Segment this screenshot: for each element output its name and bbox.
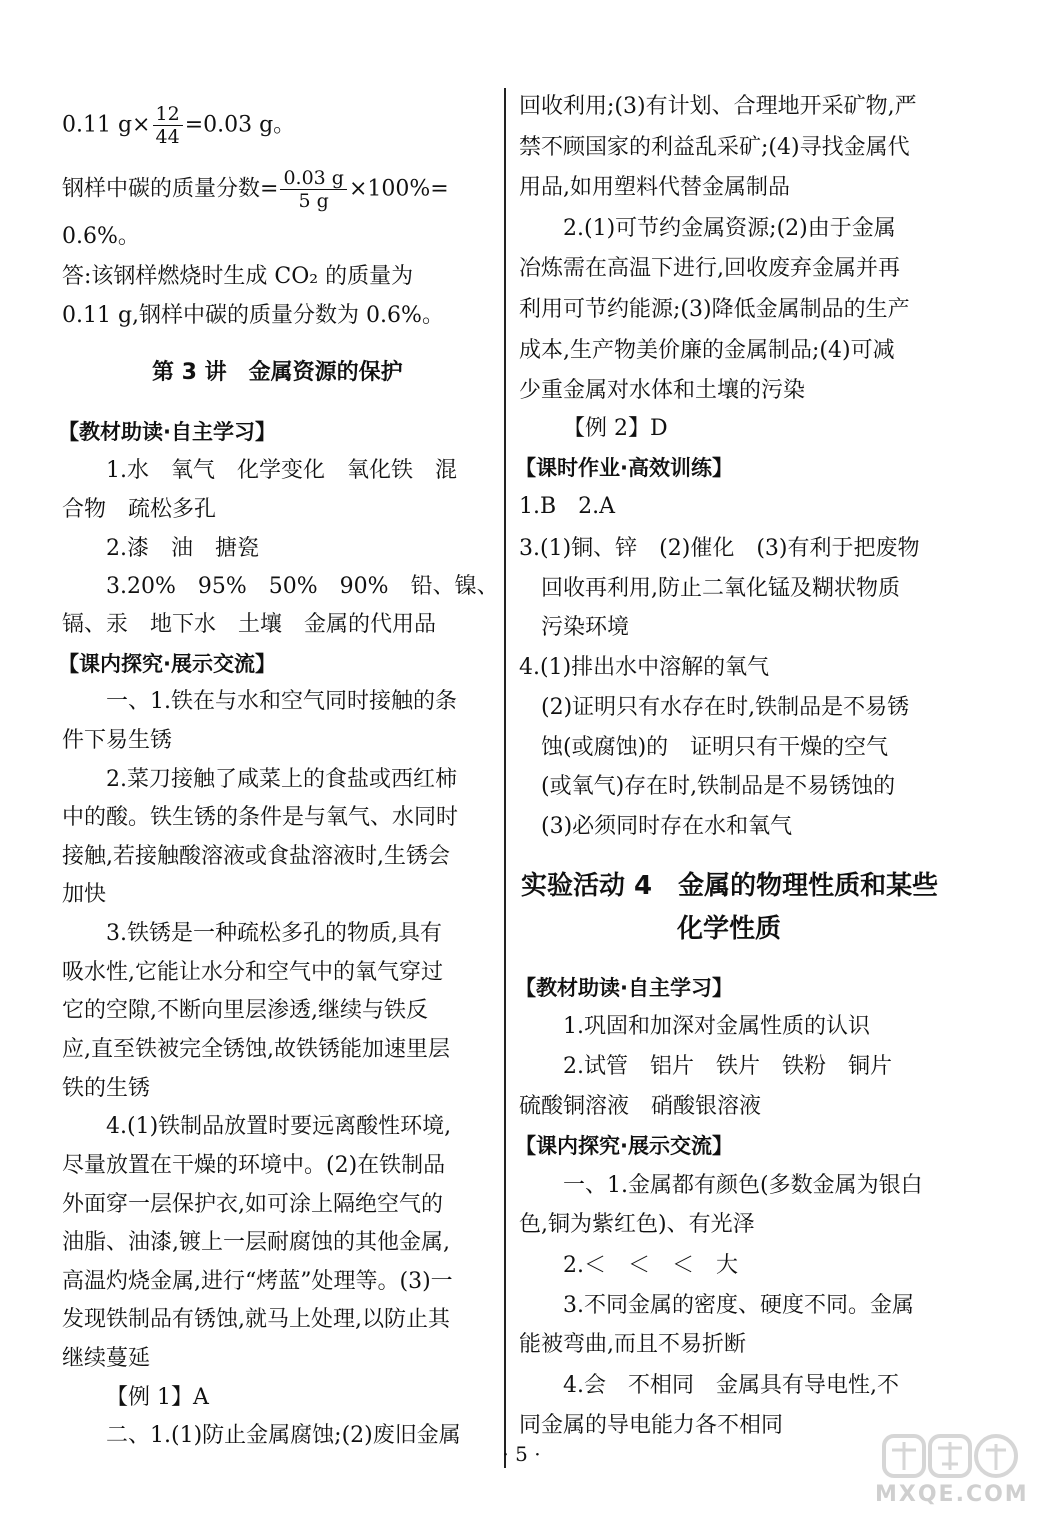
- text-line: 外面穿一层保护衣,如可涂上隔绝空气的: [62, 1192, 443, 1217]
- text-line: (2)证明只有水存在时,铁制品是不易锈: [541, 695, 910, 720]
- text-line: 色,铜为紫红色)、有光泽: [519, 1212, 755, 1237]
- fraction-12-44: [153, 103, 183, 148]
- result-line: 0.6%。: [62, 224, 140, 249]
- section-header-explore-2: 【课内探究·展示交流】: [515, 1134, 733, 1158]
- section-header-self-study: 【教材助读·自主学习】: [58, 420, 276, 444]
- fraction-numerator: 0.03 g: [280, 167, 347, 190]
- text-line: 尽量放置在干燥的环境中。(2)在铁制品: [62, 1153, 446, 1178]
- example-2-answer: 【例 2】D: [563, 416, 668, 441]
- fraction-denominator: 44: [155, 126, 180, 148]
- text-line: 2.试管 铝片 铁片 铁粉 铜片: [563, 1054, 892, 1079]
- text-line: 冶炼需在高温下进行,回收废弃金属并再: [519, 256, 900, 281]
- text-line: 合物 疏松多孔: [62, 497, 217, 522]
- watermark-logo-icon: [880, 1430, 1020, 1482]
- text-line: 应,直至铁被完全锈蚀,故铁锈能加速里层: [62, 1037, 450, 1062]
- text-line: 用品,如用塑料代替金属制品: [519, 175, 790, 200]
- text-line: 发现铁制品有锈蚀,就马上处理,以防止其: [62, 1307, 450, 1332]
- text-line: 禁不顾国家的利益乱采矿;(4)寻找金属代: [519, 135, 910, 160]
- text-line: 4.(1)铁制品放置时要远离酸性环境,: [106, 1114, 452, 1139]
- column-divider: [504, 88, 506, 1468]
- text-line: 1.巩固和加深对金属性质的认识: [563, 1014, 870, 1039]
- text-line: 2.菜刀接触了咸菜上的食盐或西红柿: [106, 767, 457, 792]
- section-header-homework: 【课时作业·高效训练】: [515, 456, 733, 480]
- text-line: 继续蔓延: [62, 1346, 151, 1371]
- section-header-self-study-2: 【教材助读·自主学习】: [515, 976, 733, 1000]
- calc-suffix: =0.03 g。: [184, 112, 296, 138]
- text-line: 件下易生锈: [62, 728, 173, 753]
- calc-line: [62, 103, 295, 148]
- text-line: (3)必须同时存在水和氧气: [541, 814, 793, 839]
- text-line: 1.水 氧气 化学变化 氧化铁 混: [106, 458, 457, 483]
- example-1-answer: 【例 1】A: [106, 1385, 209, 1410]
- ratio-label: 钢样中碳的质量分数=: [62, 176, 279, 202]
- text-line: 2.＜ ＜ ＜ 大: [563, 1253, 738, 1278]
- text-line: 污染环境: [541, 615, 630, 640]
- text-line: 成本,生产物美价廉的金属制品;(4)可减: [519, 338, 895, 363]
- text-line: 2.漆 油 搪瓷: [106, 536, 259, 561]
- watermark-text: MXQE.COM: [875, 1482, 1029, 1507]
- text-line: 接触,若接触酸溶液或食盐溶液时,生锈会: [62, 844, 450, 869]
- text-line: 中的酸。铁生锈的条件是与氧气、水同时: [62, 805, 459, 830]
- activity-title-line-2: 化学性质: [677, 914, 782, 944]
- activity-title-line-1: 实验活动 4 金属的物理性质和某些: [521, 871, 939, 901]
- text-line: 3.不同金属的密度、硬度不同。金属: [563, 1293, 914, 1318]
- fraction-denominator: 5 g: [298, 190, 329, 212]
- lecture-title: 第 3 讲 金属资源的保护: [152, 360, 403, 385]
- text-line: (或氧气)存在时,铁制品是不易锈蚀的: [541, 774, 896, 799]
- text-line: 少重金属对水体和土壤的污染: [519, 378, 806, 403]
- text-line: 蚀(或腐蚀)的 证明只有干燥的空气: [541, 735, 889, 760]
- answer-line-2: 0.11 g,钢样中碳的质量分数为 0.6%。: [62, 303, 444, 328]
- text-line: 硫酸铜溶液 硝酸银溶液: [519, 1094, 762, 1119]
- text-line: 镉、汞 地下水 土壤 金属的代用品: [62, 612, 437, 637]
- text-line: 一、1.金属都有颜色(多数金属为银白: [563, 1173, 923, 1198]
- text-line: 3.20% 95% 50% 90% 铅、镍、: [106, 574, 499, 599]
- answer-line-1: 答:该钢样燃烧时生成 CO₂ 的质量为: [62, 264, 414, 289]
- text-line: 一、1.铁在与水和空气同时接触的条: [106, 689, 457, 714]
- section-header-explore: 【课内探究·展示交流】: [58, 652, 276, 676]
- text-line: 高温灼烧金属,进行“烤蓝”处理等。(3)一: [62, 1269, 453, 1294]
- text-line: 能被弯曲,而且不易折断: [519, 1332, 746, 1357]
- text-line: 回收再利用,防止二氧化锰及糊状物质: [541, 576, 900, 601]
- text-line: 油脂、油漆,镀上一层耐腐蚀的其他金属,: [62, 1230, 450, 1255]
- text-line: 吸水性,它能让水分和空气中的氧气穿过: [62, 960, 443, 985]
- text-line: 回收利用;(3)有计划、合理地开采矿物,严: [519, 94, 917, 119]
- text-line: 3.(1)铜、锌 (2)催化 (3)有利于把废物: [519, 536, 920, 561]
- text-line: 4.会 不相同 金属具有导电性,不: [563, 1373, 899, 1398]
- ratio-suffix: ×100%=: [348, 176, 449, 202]
- page-number: · 5 ·: [502, 1442, 541, 1466]
- text-line: 铁的生锈: [62, 1076, 151, 1101]
- fraction-ratio: [280, 167, 347, 212]
- text-line: 它的空隙,不断向里层渗透,继续与铁反: [62, 998, 428, 1023]
- text-line: 同金属的导电能力各不相同: [519, 1413, 784, 1438]
- calc-prefix: 0.11 g×: [62, 112, 151, 138]
- fraction-numerator: 12: [153, 103, 183, 126]
- text-line: 加快: [62, 882, 107, 907]
- text-line: 利用可节约能源;(3)降低金属制品的生产: [519, 297, 910, 322]
- text-line: 1.B 2.A: [519, 494, 616, 519]
- text-line: 2.(1)可节约金属资源;(2)由于金属: [563, 216, 896, 241]
- ratio-line: [62, 167, 449, 212]
- text-line: 3.铁锈是一种疏松多孔的物质,具有: [106, 921, 442, 946]
- text-line: 二、1.(1)防止金属腐蚀;(2)废旧金属: [106, 1423, 461, 1448]
- text-line: 4.(1)排出水中溶解的氧气: [519, 655, 770, 680]
